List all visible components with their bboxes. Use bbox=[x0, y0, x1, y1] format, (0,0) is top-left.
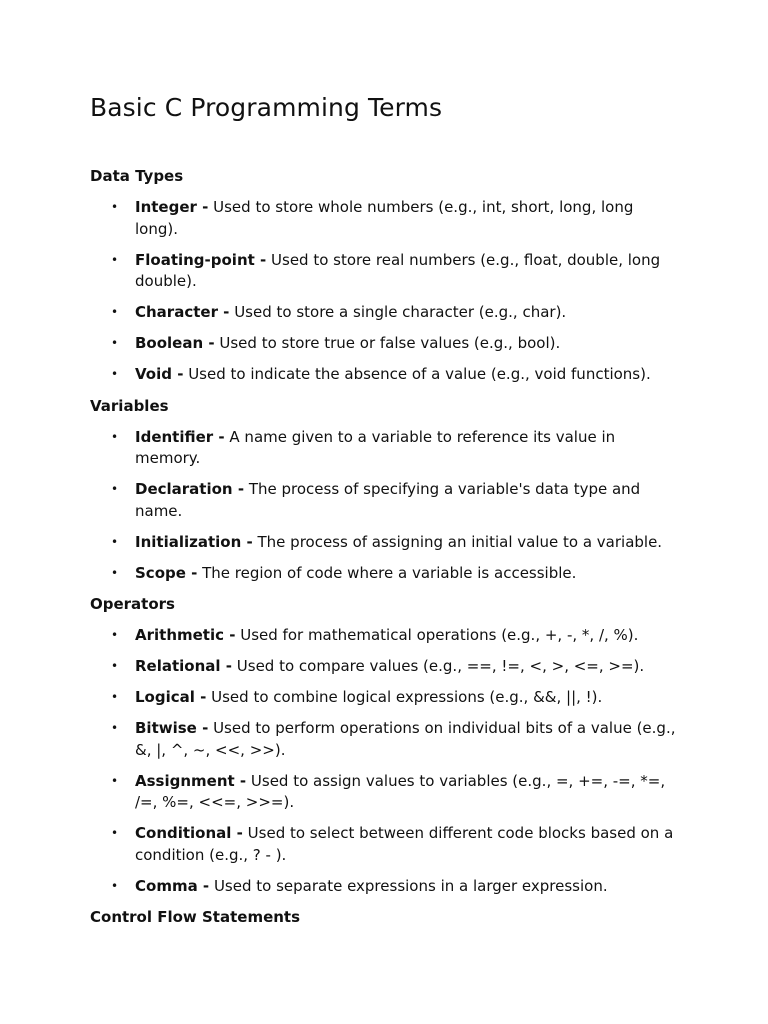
term-label: Logical - bbox=[135, 688, 207, 706]
term-label: Arithmetic - bbox=[135, 626, 236, 644]
term-label: Floating-point - bbox=[135, 250, 267, 269]
term-description: The process of assigning an initial value to a variable. bbox=[257, 532, 663, 551]
bullet-icon: • bbox=[111, 826, 119, 840]
bullet-icon: • bbox=[111, 429, 119, 444]
term-description: Used to compare values (e.g., ==, !=, <, >, <=, >=). bbox=[236, 657, 645, 675]
term-list bbox=[90, 197, 680, 386]
term-description: Used to store real numbers (e.g., float, double, long double). bbox=[135, 250, 661, 290]
bullet-icon: • bbox=[111, 878, 119, 893]
list-item bbox=[90, 532, 680, 554]
term-description: Used to perform operations on individual bits of a value (e.g., &, |, ^, ~, <<, >>). bbox=[135, 719, 676, 759]
term-label: Identifier - bbox=[135, 427, 225, 446]
term-label: Scope - bbox=[135, 563, 198, 582]
section-heading: Operators bbox=[90, 595, 175, 613]
bullet-icon: • bbox=[111, 336, 119, 350]
section-data-types bbox=[90, 166, 680, 386]
term-description: A name given to a variable to reference its value in memory. bbox=[135, 427, 616, 467]
list-item bbox=[90, 479, 680, 522]
term-description: Used to separate expressions in a larger expression. bbox=[213, 876, 608, 895]
term-description: The region of code where a variable is accessible. bbox=[202, 563, 577, 582]
bullet-icon: • bbox=[111, 200, 119, 214]
bullet-icon: • bbox=[111, 305, 119, 319]
term-description: Used to assign values to variables (e.g., =, +=, -=, *=, /=, %=, <<=, >>=). bbox=[135, 771, 666, 811]
term-list bbox=[90, 427, 680, 585]
list-item bbox=[90, 876, 680, 898]
term-label: Integer - bbox=[135, 198, 209, 216]
bullet-icon: • bbox=[111, 367, 119, 381]
section-heading: Variables bbox=[90, 396, 169, 415]
section-heading: Data Types bbox=[90, 167, 184, 185]
list-item bbox=[90, 302, 680, 324]
term-description: Used to store a single character (e.g., char). bbox=[234, 303, 567, 321]
term-label: Character - bbox=[135, 303, 230, 321]
term-description: Used to indicate the absence of a value (e.g., void functions). bbox=[188, 365, 651, 383]
list-item bbox=[90, 333, 680, 355]
bullet-icon: • bbox=[111, 565, 119, 580]
term-label: Relational - bbox=[135, 657, 232, 675]
document-page bbox=[90, 90, 680, 938]
list-item bbox=[90, 250, 680, 293]
list-item bbox=[90, 625, 680, 647]
term-label: Bitwise - bbox=[135, 719, 209, 737]
page-title: Basic C Programming Terms bbox=[90, 93, 443, 122]
bullet-icon: • bbox=[111, 534, 119, 549]
section-variables bbox=[90, 396, 680, 585]
list-item bbox=[90, 823, 680, 866]
term-description: Used to combine logical expressions (e.g., &&, ||, !). bbox=[211, 688, 603, 706]
section-operators bbox=[90, 594, 680, 897]
term-description: Used for mathematical operations (e.g., +, -, *, /, %). bbox=[240, 626, 639, 644]
bullet-icon: • bbox=[111, 252, 119, 267]
bullet-icon: • bbox=[111, 690, 119, 704]
term-description: Used to select between different code blocks based on a condition (e.g., ? - ). bbox=[135, 824, 674, 864]
term-description: The process of specifying a variable's data type and name. bbox=[135, 480, 641, 520]
term-label: Declaration - bbox=[135, 480, 245, 498]
bullet-icon: • bbox=[111, 721, 119, 735]
term-label: Void - bbox=[135, 365, 184, 383]
term-description: Used to store whole numbers (e.g., int, short, long, long long). bbox=[135, 198, 634, 238]
list-item bbox=[90, 718, 680, 761]
list-item bbox=[90, 656, 680, 678]
term-description: Used to store true or false values (e.g., bool). bbox=[219, 334, 561, 352]
term-label: Assignment - bbox=[135, 771, 247, 790]
term-label: Conditional - bbox=[135, 824, 243, 842]
bullet-icon: • bbox=[111, 659, 119, 673]
term-label: Initialization - bbox=[135, 532, 253, 551]
list-item bbox=[90, 771, 680, 814]
list-item bbox=[90, 687, 680, 709]
list-item bbox=[90, 563, 680, 585]
list-item bbox=[90, 197, 680, 240]
term-label: Comma - bbox=[135, 876, 210, 895]
list-item bbox=[90, 364, 680, 386]
term-label: Boolean - bbox=[135, 334, 215, 352]
term-list bbox=[90, 625, 680, 897]
section-control-flow bbox=[90, 907, 680, 928]
list-item bbox=[90, 427, 680, 470]
bullet-icon: • bbox=[111, 482, 119, 496]
bullet-icon: • bbox=[111, 773, 119, 788]
bullet-icon: • bbox=[111, 628, 119, 642]
section-heading: Control Flow Statements bbox=[90, 908, 301, 926]
